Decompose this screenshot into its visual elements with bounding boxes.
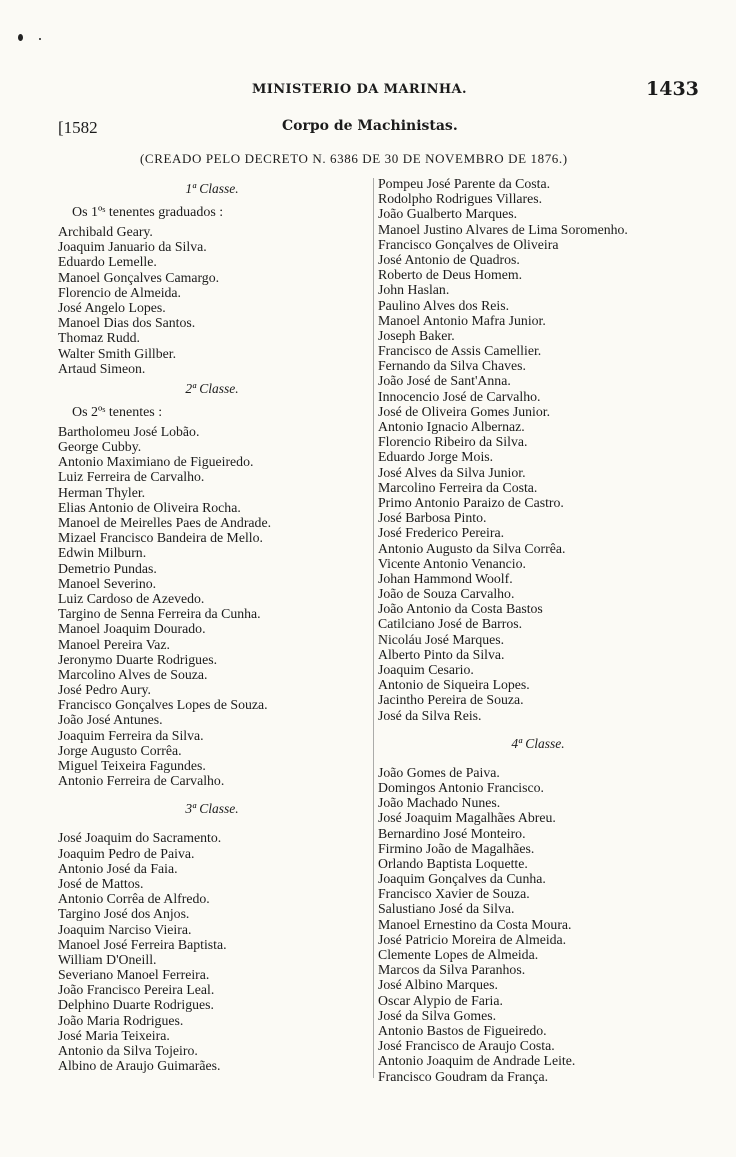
page-number: 1433: [646, 78, 699, 100]
list-item: João Francisco Pereira Leal.: [58, 982, 215, 998]
list-item: Manoel Pereira Vaz.: [58, 636, 170, 652]
list-item: José Barbosa Pinto.: [378, 510, 487, 526]
ink-speck: [18, 34, 23, 41]
list-item: Jacintho Pereira de Souza.: [378, 692, 524, 708]
left-column: [54, 176, 370, 1073]
spacer: [378, 723, 698, 731]
list-item: Luiz Cardoso de Azevedo.: [58, 590, 205, 606]
list-item: Rodolpho Rodrigues Villares.: [378, 191, 543, 207]
fourth-class-list: [378, 765, 698, 1084]
list-item: Antonio Joaquim de Andrade Leite.: [378, 1053, 576, 1069]
list-item: Manoel de Meirelles Paes de Andrade.: [58, 515, 272, 530]
list-item: José da Silva Gomes.: [378, 1007, 497, 1023]
list-item: José Joaquim do Sacramento.: [58, 830, 222, 846]
list-item: Bernardino José Monteiro.: [378, 825, 526, 841]
list-item: João Gomes de Paiva.: [378, 764, 500, 780]
list-item: Marcos da Silva Paranhos.: [378, 962, 526, 978]
list-item: Joaquim Narciso Vieira.: [58, 921, 192, 937]
list-item: João Gualberto Marques.: [378, 206, 518, 222]
list-item: Paulino Alves dos Reis.: [378, 297, 510, 313]
list-item: José Francisco de Araujo Costa.: [378, 1038, 555, 1054]
list-item: João José Antunes.: [58, 712, 163, 728]
list-item: Antonio Maximiano de Figueiredo.: [58, 454, 254, 470]
list-item: George Cubby.: [58, 439, 142, 455]
first-class-list: [54, 224, 370, 376]
list-item: Targino José dos Anjos.: [58, 906, 190, 922]
list-item: Manoel Justino Alvares de Lima Soromenho.: [378, 221, 628, 237]
list-item: Francisco de Assis Camellier.: [378, 343, 542, 359]
list-item: Joaquim Pedro de Paiva.: [58, 845, 195, 861]
list-item: Marcolino Ferreira da Costa.: [378, 479, 538, 495]
list-item: John Haslan.: [378, 282, 450, 298]
page-header: [0, 78, 736, 104]
right-column: [378, 176, 698, 1084]
list-item: José Alves da Silva Junior.: [378, 464, 526, 480]
second-class-list: [54, 424, 370, 789]
list-item: Joaquim Januario da Silva.: [58, 239, 207, 255]
third-class-list-right: [378, 176, 698, 723]
list-item: Thomaz Rudd.: [58, 330, 140, 346]
list-item: Miguel Teixeira Fagundes.: [58, 758, 206, 773]
list-item: Eduardo Lemelle.: [58, 254, 157, 270]
list-item: Francisco Xavier de Souza.: [378, 886, 530, 902]
list-item: Innocencio José de Carvalho.: [378, 388, 541, 404]
section-title: Corpo de Machinistas.: [282, 118, 458, 134]
list-item: José Pedro Aury.: [58, 682, 151, 698]
list-item: Antonio Ignacio Albernaz.: [378, 419, 525, 434]
list-item: Delphino Duarte Rodrigues.: [58, 997, 214, 1013]
list-item: José da Silva Reis.: [378, 707, 482, 723]
list-item: Severiano Manoel Ferreira.: [58, 967, 210, 983]
class-heading-2: 2ª Classe.: [185, 380, 239, 396]
list-item: Salustiano José da Silva.: [378, 901, 515, 917]
spacer: [54, 822, 370, 830]
list-item: Joseph Baker.: [378, 327, 455, 343]
class-heading-4: 4ª Classe.: [511, 735, 565, 751]
list-item: João José de Sant'Anna.: [378, 373, 511, 389]
list-item: Jeronymo Duarte Rodrigues.: [58, 651, 218, 667]
list-item: Florencio Ribeiro da Silva.: [378, 434, 528, 450]
list-item: Orlando Baptista Loquette.: [378, 855, 528, 871]
column-divider: [373, 178, 374, 1078]
list-item: José Joaquim Magalhães Abreu.: [378, 810, 556, 826]
list-item: Roberto de Deus Homem.: [378, 267, 523, 283]
spacer: [378, 757, 698, 765]
list-item: Manoel Severino.: [58, 575, 157, 591]
list-item: Manoel José Ferreira Baptista.: [58, 936, 227, 952]
list-item: Antonio Corrêa de Alfredo.: [58, 891, 210, 907]
class-heading-3: 3ª Classe.: [185, 801, 239, 817]
list-item: Jorge Augusto Corrêa.: [58, 742, 182, 758]
list-item: Herman Thyler.: [58, 484, 146, 500]
list-item: João Maria Rodrigues.: [58, 1012, 184, 1028]
list-item: Antonio Ferreira de Carvalho.: [58, 773, 225, 789]
list-item: Joaquim Ferreira da Silva.: [58, 727, 204, 743]
list-item: Antonio Augusto da Silva Corrêa.: [378, 540, 566, 556]
list-item: Firmino João de Magalhães.: [378, 840, 535, 856]
list-item: Antonio da Silva Tojeiro.: [58, 1043, 198, 1058]
list-item: Pompeu José Parente da Costa.: [378, 176, 551, 191]
list-item: Manoel Dias dos Santos.: [58, 315, 196, 331]
list-item: Antonio de Siqueira Lopes.: [378, 677, 530, 693]
list-item: José Maria Teixeira.: [58, 1027, 170, 1043]
list-item: Manoel Ernestino da Costa Moura.: [378, 916, 572, 932]
list-item: Antonio José da Faia.: [58, 860, 178, 876]
running-title: MINISTERIO DA MARINHA.: [252, 82, 467, 97]
list-item: Fernando da Silva Chaves.: [378, 358, 526, 374]
list-item: Archibald Geary.: [58, 224, 153, 239]
list-item: José Angelo Lopes.: [58, 299, 166, 315]
list-item: Antonio Bastos de Figueiredo.: [378, 1022, 547, 1038]
class-heading-1: 1ª Classe.: [185, 181, 239, 196]
list-item: Artaud Simeon.: [58, 360, 146, 376]
list-item: Nicoláu José Marques.: [378, 631, 505, 647]
list-item: Alberto Pinto da Silva.: [378, 646, 505, 662]
list-item: Manoel Antonio Mafra Junior.: [378, 312, 546, 328]
list-item: Johan Hammond Woolf.: [378, 570, 513, 586]
list-item: João Machado Nunes.: [378, 795, 501, 811]
list-item: Vicente Antonio Venancio.: [378, 555, 526, 571]
list-item: Joaquim Gonçalves da Cunha.: [378, 871, 546, 887]
list-item: José Albino Marques.: [378, 977, 498, 993]
list-item: Demetrio Pundas.: [58, 560, 157, 576]
list-item: José Frederico Pereira.: [378, 525, 505, 541]
list-item: Francisco Gonçalves de Oliveira: [378, 236, 559, 252]
list-item: Edwin Milburn.: [58, 545, 147, 561]
list-item: Oscar Alypio de Faria.: [378, 992, 503, 1008]
section-number: [1582: [58, 118, 98, 137]
list-item: José de Mattos.: [58, 875, 144, 891]
list-item: Luiz Ferreira de Carvalho.: [58, 469, 205, 485]
list-item: Clemente Lopes de Almeida.: [378, 947, 539, 962]
list-item: José Antonio de Quadros.: [378, 251, 520, 267]
list-item: Elias Antonio de Oliveira Rocha.: [58, 499, 241, 515]
spacer: [54, 788, 370, 796]
list-item: Marcolino Alves de Souza.: [58, 666, 208, 682]
decree-note: (CREADO PELO DECRETO N. 6386 DE 30 DE NOVEMBRO DE 1876.): [140, 151, 568, 166]
list-item: Florencio de Almeida.: [58, 284, 181, 300]
list-item: José de Oliveira Gomes Junior.: [378, 403, 551, 419]
list-item: Manoel Joaquim Dourado.: [58, 621, 206, 637]
class-subheading-2: Os 2ºˢ tenentes :: [72, 404, 163, 420]
list-item: Francisco Goudram da França.: [378, 1068, 549, 1084]
list-item: Albino de Araujo Guimarães.: [58, 1058, 221, 1074]
list-item: José Patricio Moreira de Almeida.: [378, 931, 567, 947]
list-item: William D'Oneill.: [58, 951, 157, 967]
list-item: Catilciano José de Barros.: [378, 616, 523, 632]
list-item: Eduardo Jorge Mois.: [378, 449, 494, 465]
list-item: Joaquim Cesario.: [378, 662, 474, 677]
list-item: Manoel Gonçalves Camargo.: [58, 269, 220, 285]
list-item: João de Souza Carvalho.: [378, 586, 515, 602]
third-class-list-left: [54, 830, 370, 1073]
list-item: Targino de Senna Ferreira da Cunha.: [58, 606, 261, 622]
list-item: João Antonio da Costa Bastos: [378, 601, 543, 617]
list-item: Walter Smith Gillber.: [58, 345, 177, 361]
list-item: Mizael Francisco Bandeira de Mello.: [58, 530, 263, 546]
list-item: Domingos Antonio Francisco.: [378, 779, 544, 795]
list-item: Primo Antonio Paraizo de Castro.: [378, 494, 564, 510]
list-item: Francisco Gonçalves Lopes de Souza.: [58, 697, 268, 713]
ink-speck: [39, 38, 41, 40]
class-subheading-1: Os 1ºˢ tenentes graduados :: [72, 205, 224, 220]
list-item: Bartholomeu José Lobão.: [58, 423, 200, 439]
